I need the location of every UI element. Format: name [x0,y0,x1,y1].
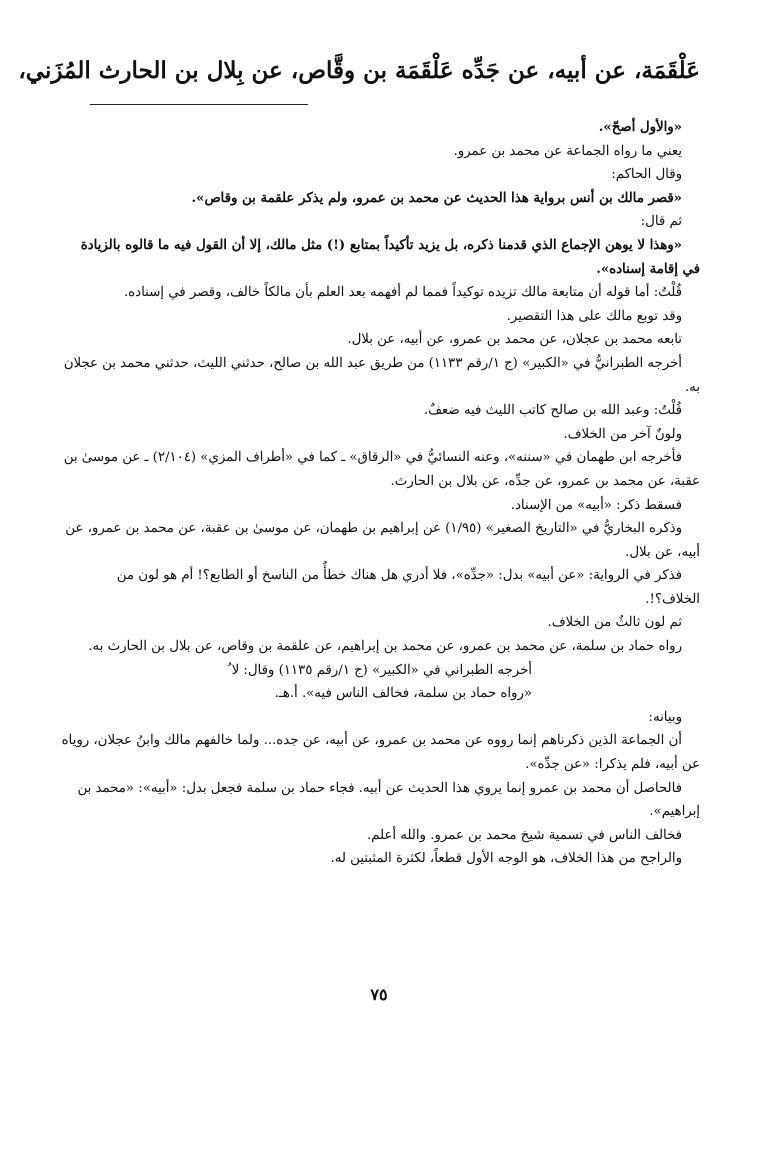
page-number: ٧٥ [370,985,388,1004]
paragraph: وذكره البخاريُّ في «التاريخ الصغير» (١/٩٥) عن إبراهيم بن طهمان، عن موسىٰ بن عقبة، عن محمد بن عمرو، عن أبيه، عن بلال. [65,521,700,560]
paragraph: والراجح من هذا الخلاف، هو الوجه الأول قطعاً، لكثرة المثبتين له. [330,851,682,867]
paragraph: «وهذا لا يوهن الإجماع الذي قدمنا ذكره، بل يزيد تأكيداً بمتابع (!) مثل مالك، إلا أن القول فيه ما قالوه بالزيادة في إقامة إسناده». [80,237,700,277]
paragraph: رواه حماد بن سلمة، عن محمد بن عمرو، عن محمد بن إبراهيم، عن علقمة بن وقاص، عن بلال بن الحارث به. [88,639,682,655]
paragraph: وقال الحاكم: [611,167,682,183]
header-divider [90,104,308,105]
paragraph: ثم لون ثالثٌ من الخلاف. [547,615,682,631]
paragraph: وبيانه: [648,709,682,725]
quote-paragraph: «رواه حماد بن سلمة، فخالف الناس فيه». أ.هـ. [274,686,532,702]
running-header: عَلْقَمَة، عن أبيه، عن جَدِّه عَلْقَمَة بن وقَّاص، عن بِلال بن الحارث المُزَني، [18,57,700,84]
paragraph: «قصر مالك بن أنس برواية هذا الحديث عن محمد بن عمرو، ولم يذكر علقمة بن وقاص». [191,190,682,206]
paragraph: تابعه محمد بن عجلان، عن محمد بن عمرو، عن أبيه، عن بلال. [347,332,682,348]
page-body [60,116,700,871]
paragraph: قُلْتُ: أما قوله أن متابعة مالك تزيده توكيداً فمما لم أفهمه بعد العلم بأن مالكاً خالف، وقصر في إسناده. [123,285,682,301]
paragraph: ولونٌ آخر من الخلاف. [563,426,682,442]
paragraph: فخالف الناس في تسمية شيخ محمد بن عمرو. والله أعلم. [366,827,682,843]
paragraph: «والأول أصحّ». [598,120,682,135]
paragraph: فالحاصل أن محمد بن عمرو إنما يروي هذا الحديث عن أبيه. فجاء حماد بن سلمة فجعل بدل: «أبيه»: «محمد بن إبراهيم». [77,780,700,820]
paragraph: وقد توبع مالك على هذا التقصير. [506,308,682,324]
paragraph: فسقط ذكر: «أبيه» من الإسناد. [510,497,682,513]
paragraph: فذكر في الرواية: «عن أبيه» بدل: «جدِّه»، فلا أدري هل هناك خطأٌ من الناسخ أو الطابع؟! أم هو لون من الخلاف؟!. [116,568,700,607]
paragraph: ثم قال: [640,214,682,230]
paragraph: قُلْتُ: وعبد الله بن صالح كاتب الليث فيه ضعفٌ. [423,403,682,419]
paragraph: أن الجماعة الذين ذكرناهم إنما رووه عن محمد بن عمرو، عن أبيه، عن جده... ولما خالفهم مالك وابنُ عجلان، روياه عن أبيه، فلم يذكرا: «عن جدِّه». [61,733,700,773]
paragraph: أخرجه الطبرانيُّ في «الكبير» (ج ١/رقم ١١٣٣) من طريق عبد الله بن صالح، حدثني الليث، حدثني محمد بن عجلان به. [63,355,700,395]
paragraph: فأخرجه ابن طهمان في «سننه»، وعنه النسائيُّ في «الرقاق» ـ كما في «أطراف المزي» (٢/١٠٤) ـ عن موسىٰ بن عقبة، عن محمد بن عمرو، عن جدِّه، عن بلال بن الحارث. [63,450,700,489]
paragraph: أخرجه الطبراني في «الكبير» (ج ١/رقم ١١٣٥) وقال: لا ُ [227,662,532,678]
paragraph: يعني ما رواه الجماعة عن محمد بن عمرو. [453,143,682,159]
